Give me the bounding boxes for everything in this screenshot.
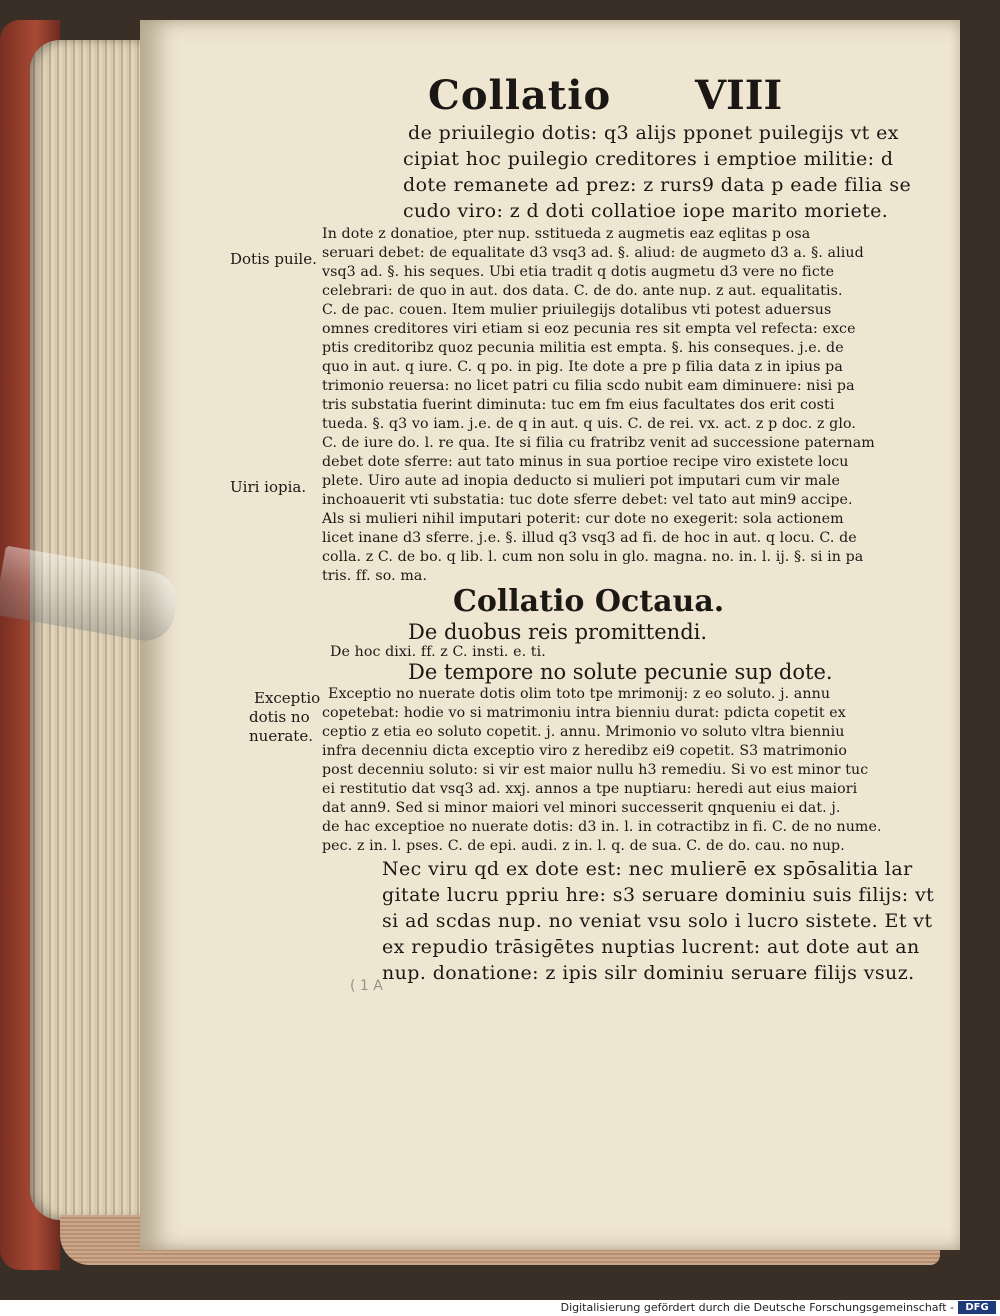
- text-line: copetebat: hodie vo si matrimoniu intra bienniu durat: pdicta copetit ex: [322, 705, 846, 721]
- note-line: De hoc dixi. ff. z C. insti. e. ti.: [330, 644, 546, 660]
- text-line: de hac exceptioe no nuerate dotis: d3 in. l. in cotractibz in fi. C. de no nume.: [322, 819, 882, 835]
- text-line: de priuilegio dotis: q3 alijs pponet puilegijs vt ex: [408, 122, 899, 144]
- text-line: ptis creditoribz quoz pecunia militia est empta. §. his conseques. j.e. de: [322, 340, 844, 356]
- text-line: ei restitutio dat vsq3 ad. xxj. annos a tpe nuptiaru: heredi aut eius maiori: [322, 781, 858, 797]
- text-line: tris substatia fuerint diminuta: tuc em fm eius facultates dos erit costi: [322, 397, 835, 413]
- text-line: trimonio reuersa: no licet patri cu filia scdo nubit eam diminuere: nisi pa: [322, 378, 855, 394]
- dfg-logo: DFG: [958, 1301, 996, 1314]
- text-line: seruari debet: de equalitate d3 vsq3 ad. §. aliud: de augmeto d3 a. §. aliud: [322, 245, 864, 261]
- text-line: gitate lucru ppriu hre: s3 seruare dominiu suis filijs: vt: [382, 884, 935, 906]
- pencil-mark: ( 1 A: [350, 978, 383, 994]
- collation-number: VIII: [695, 72, 783, 119]
- text-line: nup. donatione: z ipis silr dominiu seruare filijs vsuz.: [382, 962, 915, 984]
- text-line: celebrari: de quo in aut. dos data. C. de do. ante nup. z aut. equalitatis.: [322, 283, 843, 299]
- text-line: Exceptio no nuerate dotis olim toto tpe mrimonij: z eo soluto. j. annu: [328, 686, 831, 702]
- text-line: licet inane d3 sferre. j.e. §. illud q3 vsq3 ad fi. de hoc in aut. q locu. C. de: [322, 530, 857, 546]
- text-line: tueda. §. q3 vo iam. j.e. de q in aut. q uis. C. de rei. vx. act. z p doc. z glo.: [322, 416, 856, 432]
- section-heading: Collatio Octaua.: [453, 584, 725, 619]
- margin-note: dotis no: [249, 708, 310, 726]
- text-line: si ad scdas nup. no veniat vsu solo i lucro sistete. Et vt: [382, 910, 933, 932]
- subheading: De duobus reis promittendi.: [408, 620, 708, 644]
- text-line: debet dote sferre: aut tato minus in sua portioe recipe viro existete locu: [322, 454, 849, 470]
- margin-note: Exceptio: [254, 689, 321, 707]
- margin-note: nuerate.: [249, 727, 313, 745]
- text-line: C. de pac. couen. Item mulier priuilegijs dotalibus vti potest aduersus: [322, 302, 832, 318]
- text-line: dote remanete ad prez: z rurs9 data p eade filia se: [403, 174, 912, 196]
- text-line: infra decenniu dicta exceptio viro z heredibz ei9 copetit. S3 matrimonio: [322, 743, 848, 759]
- funding-note: Digitalisierung gefördert durch die Deutsche Forschungsgemeinschaft -: [560, 1301, 954, 1314]
- text-line: cipiat hoc puilegio creditores i emptioe militie: d: [403, 148, 894, 170]
- subheading: De tempore no solute pecunie sup dote.: [408, 660, 833, 684]
- text-line: Nec viru qd ex dote est: nec mulierē ex spōsalitia lar: [382, 858, 913, 880]
- margin-note: Dotis puile.: [230, 250, 317, 268]
- text-line: vsq3 ad. §. his seques. Ubi etia tradit q dotis augmetu d3 vere no ficte: [322, 264, 835, 280]
- margin-note: Uiri iopia.: [230, 478, 307, 496]
- text-line: pec. z in. l. pses. C. de epi. audi. z in. l. q. de sua. C. de do. cau. no nup.: [322, 838, 845, 854]
- text-line: In dote z donatioe, pter nup. sstitueda z augmetis eaz eqlitas p osa: [322, 226, 811, 242]
- text-line: cudo viro: z d doti collatioe iope marito moriete.: [403, 200, 889, 222]
- text-line: dat ann9. Sed si minor maiori vel minori successerit qnqueniu ei dat. j.: [322, 800, 841, 816]
- text-line: colla. z C. de bo. q lib. l. cum non solu in glo. magna. no. in. l. ij. §. si in pa: [322, 549, 864, 565]
- text-line: Als si mulieri nihil imputari poterit: cur dote no exegerit: sola actionem: [322, 511, 844, 527]
- text-line: ceptio z etia eo soluto copetit. j. annu. Mrimonio vo soluto vltra bienniu: [322, 724, 845, 740]
- running-title: Collatio: [428, 72, 612, 119]
- text-line: post decenniu soluto: si vir est maior nullu h3 remediu. Si vo est minor tuc: [322, 762, 869, 778]
- text-line: ex repudio trāsigētes nuptias lucrent: aut dote aut an: [382, 936, 920, 958]
- text-line: plete. Uiro aute ad inopia deducto si mulieri pot imputari cum vir male: [322, 473, 841, 489]
- text-line: inchoauerit vti substatia: tuc dote sferre debet: vel tato aut min9 accipe.: [322, 492, 853, 508]
- text-line: omnes creditores viri etiam si eoz pecunia res sit empta vel refecta: excе: [322, 321, 856, 337]
- text-line: C. de iure do. l. re qua. Ite si filia cu fratribz venit ad successione paternam: [322, 435, 875, 451]
- text-line: tris. ff. so. ma.: [322, 568, 428, 584]
- text-line: quo in aut. q iure. C. q po. in pig. Ite dote a pre p filia data z in ipius pa: [322, 359, 843, 375]
